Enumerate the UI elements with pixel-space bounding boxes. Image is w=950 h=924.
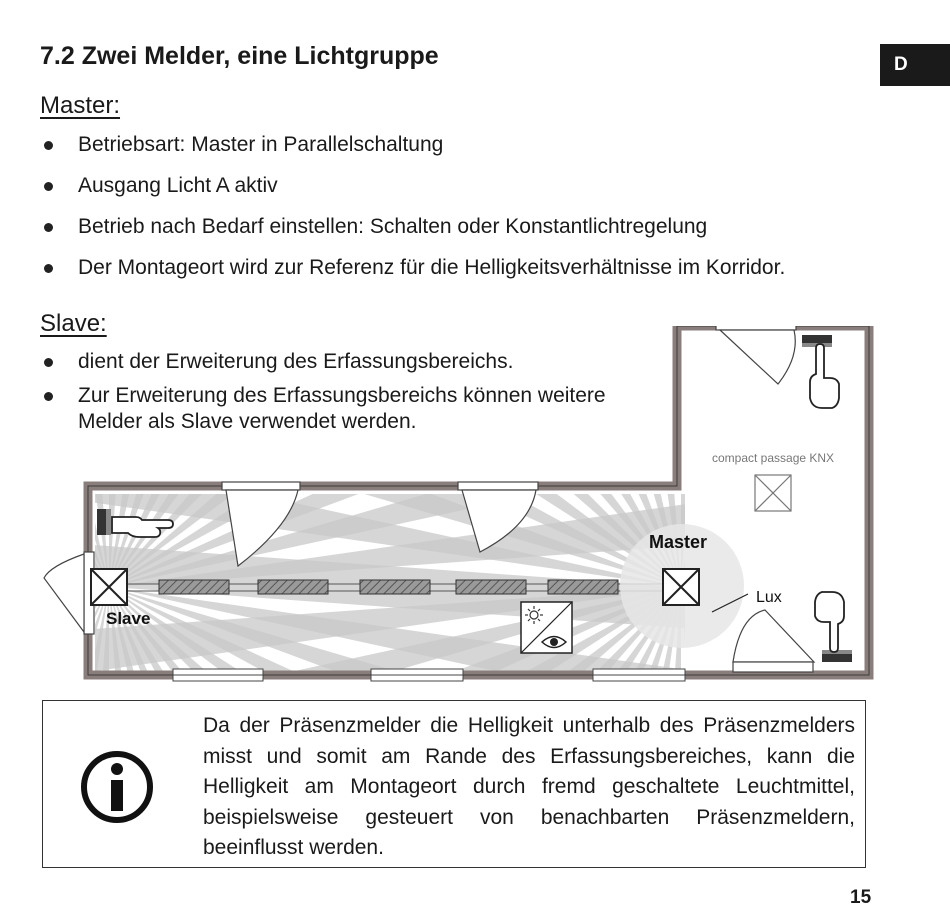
product-sensor-icon (755, 475, 791, 511)
list-item: Zur Erweiterung des Erfassungsbereichs können weitere Melder als Slave verwendet werden. (40, 383, 640, 435)
master-label: Master (649, 532, 708, 552)
door (733, 610, 814, 672)
window (593, 669, 685, 681)
master-heading: Master: (40, 92, 121, 119)
lux-label: Lux (756, 589, 782, 606)
list-item: Betriebsart: Master in Parallelschaltung (40, 132, 880, 158)
section-title: 7.2 Zwei Melder, eine Lichtgruppe (40, 42, 439, 70)
window (173, 669, 263, 681)
slave-heading: Slave: (40, 310, 107, 337)
push-button-top-right (802, 335, 839, 408)
product-label: compact passage KNX (712, 451, 835, 465)
lamp (258, 580, 328, 594)
floor-plan-diagram (40, 326, 875, 691)
language-tab: D (880, 44, 950, 86)
lamp (159, 580, 229, 594)
push-button-bottom-right (815, 592, 852, 662)
door (44, 552, 94, 634)
lamp (360, 580, 430, 594)
window (371, 669, 463, 681)
info-icon (79, 749, 155, 825)
list-item: dient der Erweiterung des Erfassungsbereichs. (40, 349, 640, 375)
master-list (40, 132, 880, 296)
lamp (456, 580, 526, 594)
list-item: Ausgang Licht A aktiv (40, 173, 880, 199)
light-presence-box (521, 602, 572, 653)
page-number: 15 (850, 887, 872, 908)
info-box (42, 700, 866, 868)
light-row (115, 580, 680, 594)
door (716, 326, 796, 384)
slave-sensor (91, 569, 127, 605)
info-text: Da der Präsenzmelder die Helligkeit unterhalb des Präsenzmelders misst und somit am Rande des Erfassungsbereiches, kann die Helligkeit am Montageort durch fremd geschaltete Leuchtmittel, beispielsweise gesteuert von benachbarten Präsenzmeldern, beeinflusst werden. (203, 714, 855, 859)
list-item: Der Montageort wird zur Referenz für die Helligkeitsverhältnisse im Korridor. (40, 255, 880, 281)
slave-label: Slave (106, 609, 151, 628)
lamp (548, 580, 618, 594)
master-sensor (663, 569, 699, 605)
list-item: Betrieb nach Bedarf einstellen: Schalten oder Konstantlichtregelung (40, 214, 880, 240)
